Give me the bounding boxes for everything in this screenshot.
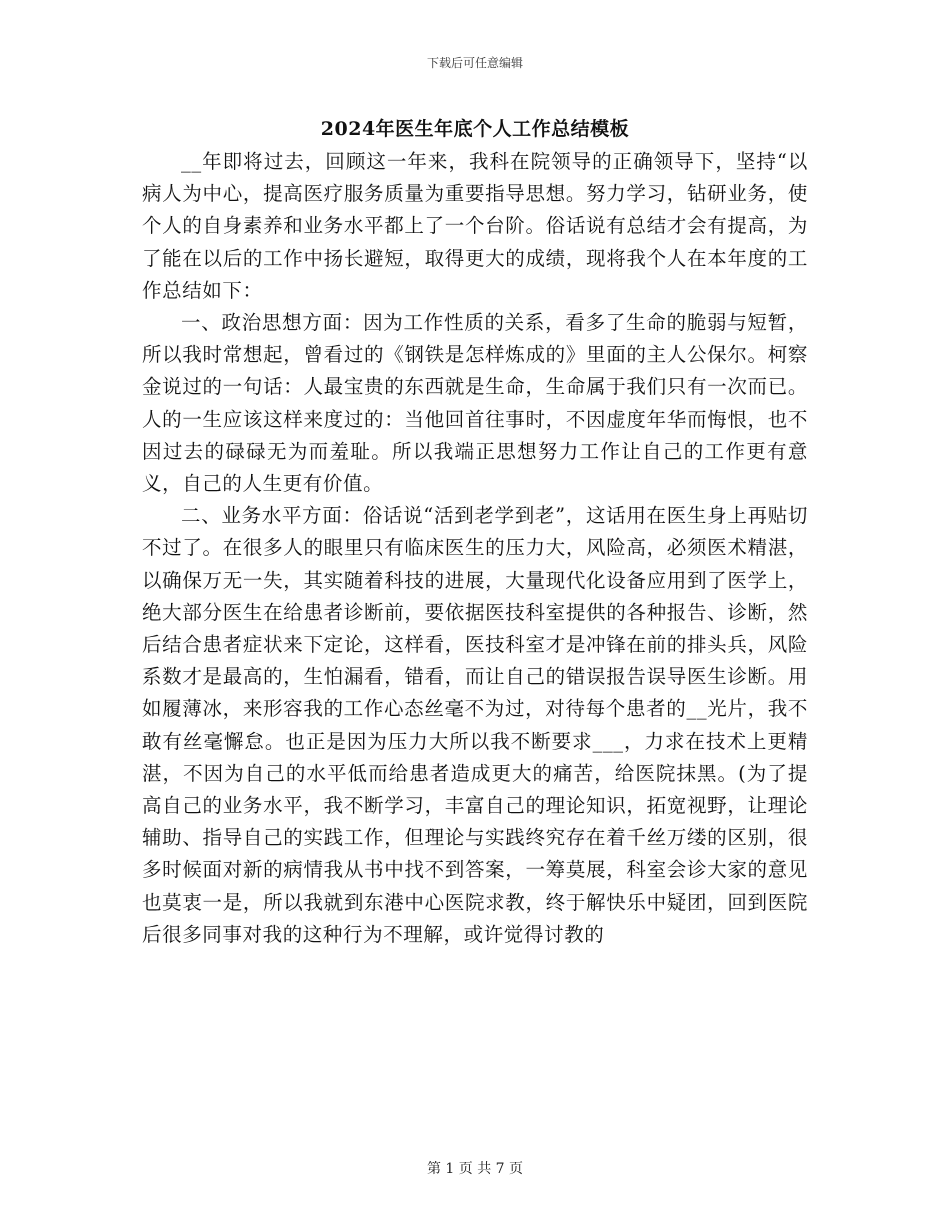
paragraph-political: 一、政治思想方面：因为工作性质的关系，看多了生命的脆弱与短暂，所以我时常想起，曾看过的《钢铁是怎样炼成的》里面的主人公保尔。柯察金说过的一句话：人最宝贵的东西就是生命，生命属于我们只有一次而已。人的一生应该这样来度过的：当他回首往事时，不因虚度年华而悔恨，也不因过去的碌碌无为而羞耻。所以我端正思想努力工作让自己的工作更有意义，自己的人生更有价值。 <box>142 311 808 496</box>
paragraph-professional: 二、业务水平方面：俗话说“活到老学到老”，这话用在医生身上再贴切不过了。在很多人的眼里只有临床医生的压力大，风险高，必须医术精湛，以确保万无一失，其实随着科技的进展，大量现代化设备应用到了医学上，绝大部分医生在给患者诊断前，要依据医技科室提供的各种报告、诊断，然后结合患者症状来下定论，这样看，医技科室才是冲锋在前的排头兵，风险系数才是最高的，生怕漏看，错看，而让自己的错误报告误导医生诊断。用如履薄冰，来形容我的工作心态丝毫不为过，对待每个患者的__光片，我不敢有丝毫懈怠。也正是因为压力大所以我不断要求___，力求在技术上更精湛，不因为自己的水平低而给患者造成更大的痛苦，给医院抹黑。(为了提高自己的业务水平，我不断学习，丰富自己的理论知识，拓宽视野，让理论辅助、指导自己的实践工作，但理论与实践终究存在着千丝万缕的区别，很多时候面对新的病情我从书中找不到答案，一筹莫展，科室会诊大家的意见也莫衷一是，所以我就到东港中心医院求教，终于解快乐中疑团，回到医院后很多同事对我的这种行为不理解，或许觉得讨教的 <box>142 504 808 946</box>
paragraph-intro: __年即将过去，回顾这一年来，我科在院领导的正确领导下，坚持“以病人为中心，提高医疗服务质量为重要指导思想。努力学习，钻研业务，使个人的自身素养和业务水平都上了一个台阶。俗话说有总结才会有提高，为了能在以后的工作中扬长避短，取得更大的成绩，现将我个人在本年度的工作总结如下： <box>142 150 808 302</box>
header-note: 下载后可任意编辑 <box>426 56 523 70</box>
document-body <box>142 146 808 951</box>
page-number: 第 1 页 共 7 页 <box>426 1161 524 1177</box>
document-title: 2024年医生年底个人工作总结模板 <box>320 118 630 140</box>
